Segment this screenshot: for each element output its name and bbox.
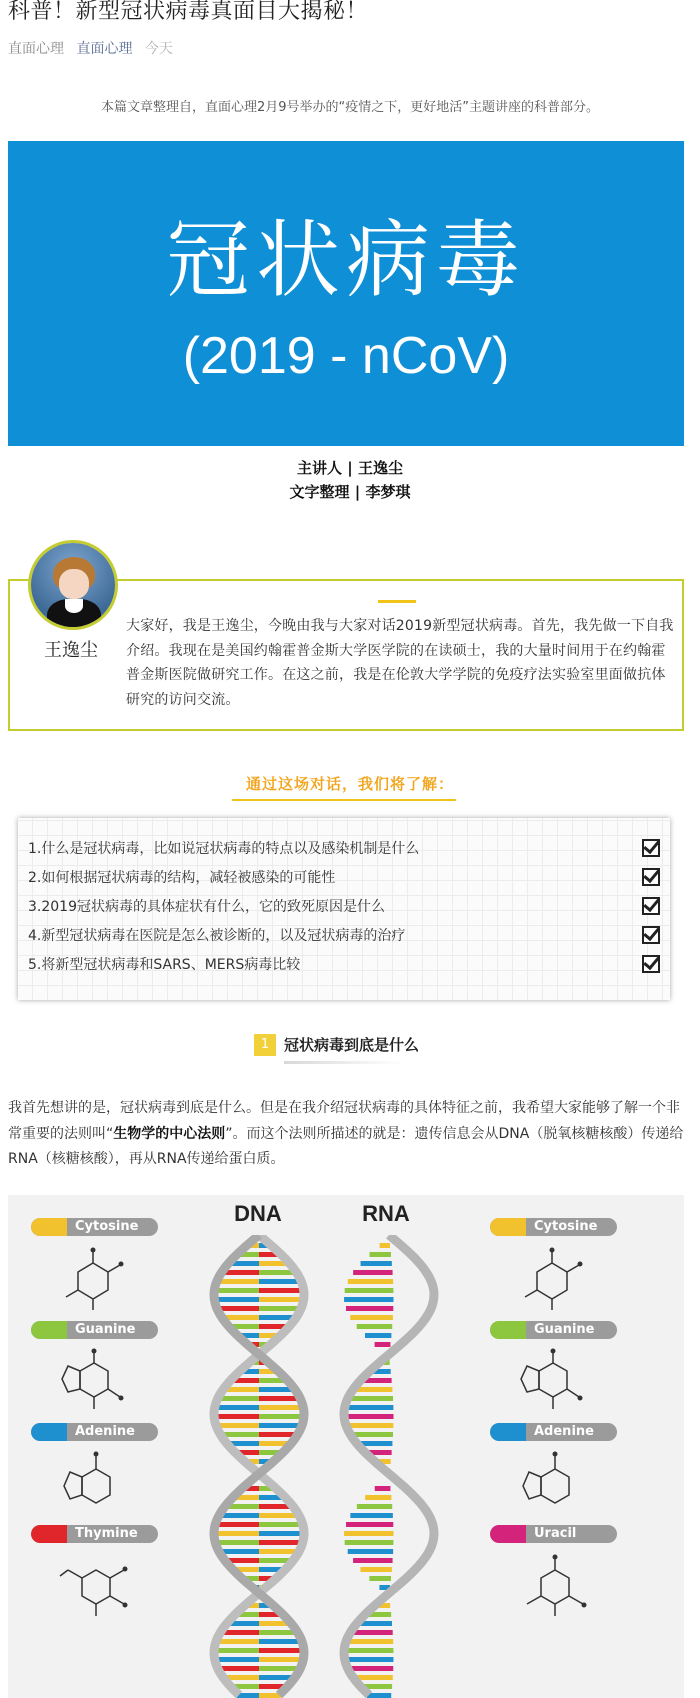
para-text-after: ”。而这个法则所描述的就是：遗传信息会从DNA（脱氧核糖核酸）传递给RNA（核糖核酸），再从RNA传递给蛋白质。 <box>8 1125 684 1167</box>
dna-label: DNA <box>234 1201 282 1226</box>
base-pair-segment <box>349 1396 393 1401</box>
dna-helix <box>204 1235 314 1698</box>
para-text-before: 我首先想讲的是，冠状病毒到底是什么。但是在我介绍冠状病毒的具体特征之前，我希望大家能够了解一个非常重要的法则叫“ <box>8 1100 680 1142</box>
checklist-item <box>28 925 660 947</box>
base-pair-segment <box>220 1513 259 1518</box>
intro-text: 本篇文章整理自，直面心理2月9号举办的“疫情之下，更好地活”主题讲座的科普部分。 <box>100 100 599 115</box>
base-name: Guanine <box>534 1322 595 1337</box>
base-pair-segment <box>345 1540 394 1545</box>
base-pair-segment <box>215 1423 259 1428</box>
author-name: 直面心理 <box>8 41 64 57</box>
cytosine-molecule-icon <box>58 1245 128 1313</box>
base-pair-segment <box>350 1315 393 1320</box>
checklist-item-text: 3.2019冠状病毒的具体症状有什么，它的致死原因是什么 <box>28 899 385 915</box>
section-title: 冠状病毒到底是什么 <box>284 1036 420 1054</box>
base-pair-segment <box>369 1576 391 1581</box>
speaker-avatar <box>28 540 118 630</box>
para-bold-term: 生物学的中心法则 <box>113 1125 226 1142</box>
base-pill-right <box>490 1525 617 1543</box>
base-pair-segment <box>353 1558 393 1563</box>
base-pair-segment <box>344 1657 393 1662</box>
base-pair-segment <box>214 1657 259 1662</box>
checklist-item-text: 2.如何根据冠状病毒的结构，减轻被感染的可能性 <box>28 870 336 886</box>
base-pair-segment <box>355 1387 392 1392</box>
checklist-item <box>28 896 660 918</box>
base-pair-segment <box>214 1297 259 1302</box>
cytosine-molecule-icon <box>517 1245 587 1313</box>
base-pair-segment <box>344 1414 393 1419</box>
base-pair-segment <box>352 1630 393 1635</box>
publish-date: 今天 <box>144 41 173 57</box>
base-pill-left <box>31 1525 158 1543</box>
base-pair-segment <box>380 1243 390 1248</box>
checkbox-checked-icon <box>642 868 660 886</box>
base-pair-segment <box>353 1270 392 1275</box>
base-pair-segment <box>215 1540 259 1545</box>
base-name: Adenine <box>75 1424 135 1439</box>
base-pair-segment <box>360 1567 391 1572</box>
base-pair-segment <box>259 1279 300 1284</box>
base-pair-segment <box>259 1414 304 1419</box>
base-pair-segment <box>215 1288 259 1293</box>
base-pair-segment <box>214 1648 259 1653</box>
guanine-molecule-icon <box>54 1347 130 1415</box>
dna-rna-figure <box>8 1195 684 1698</box>
base-color-tab <box>490 1218 526 1236</box>
guanine-molecule-icon <box>513 1347 589 1415</box>
article-meta <box>8 38 181 58</box>
base-pair-segment <box>215 1405 259 1410</box>
banner-image <box>8 141 684 446</box>
adenine-molecule-icon <box>56 1449 128 1519</box>
banner-subtitle: (2019 - nCoV) <box>182 327 510 385</box>
base-pair-segment <box>216 1522 259 1527</box>
checklist-item <box>28 954 660 976</box>
base-pair-segment <box>346 1306 393 1311</box>
checkbox-checked-icon <box>642 839 660 857</box>
checklist-item-text: 5.将新型冠状病毒和SARS、MERS病毒比较 <box>28 957 301 973</box>
checklist-item-text: 1.什么是冠状病毒，比如说冠状病毒的特点以及感染机制是什么 <box>28 841 420 857</box>
checklist-item <box>28 838 660 860</box>
base-pair-segment <box>345 1288 394 1293</box>
topics-checklist <box>18 818 670 1000</box>
section-underline <box>284 1061 404 1064</box>
base-pair-segment <box>259 1423 303 1428</box>
base-pair-segment <box>259 1297 304 1302</box>
account-link[interactable]: 直面心理 <box>76 41 133 57</box>
base-pair-segment <box>357 1504 392 1509</box>
base-pair-segment <box>223 1270 259 1275</box>
section-number: 1 <box>254 1034 276 1056</box>
base-pair-segment <box>222 1630 259 1635</box>
base-pill-right <box>490 1321 617 1339</box>
base-pair-segment <box>219 1396 259 1401</box>
base-color-tab <box>31 1218 67 1236</box>
credits <box>0 456 700 504</box>
base-pair-segment <box>345 1423 393 1428</box>
base-color-tab <box>490 1525 526 1543</box>
base-name: Thymine <box>75 1526 138 1541</box>
checkbox-checked-icon <box>642 926 660 944</box>
base-pair-segment <box>345 1405 393 1410</box>
body-paragraph <box>8 1096 684 1173</box>
base-pair-segment <box>214 1531 259 1536</box>
base-pair-segment <box>346 1522 393 1527</box>
base-pair-segment <box>259 1657 304 1662</box>
base-pair-segment <box>375 1486 391 1491</box>
checkbox-checked-icon <box>642 897 660 915</box>
base-color-tab <box>490 1321 526 1339</box>
base-name: Uracil <box>534 1526 577 1541</box>
base-pair-segment <box>259 1531 304 1536</box>
base-pair-segment <box>259 1630 296 1635</box>
base-pair-segment <box>259 1396 299 1401</box>
base-color-tab <box>31 1525 67 1543</box>
base-pair-segment <box>350 1513 393 1518</box>
base-pair-segment <box>344 1531 393 1536</box>
base-pair-segment <box>217 1639 259 1644</box>
base-pill-left <box>31 1218 158 1236</box>
base-pair-segment <box>344 1648 393 1653</box>
base-color-tab <box>31 1321 67 1339</box>
learn-heading: 通过这场对话，我们将了解： <box>245 775 454 793</box>
base-name: Guanine <box>75 1322 136 1337</box>
base-pair-segment <box>259 1522 302 1527</box>
base-pair-segment <box>259 1270 295 1275</box>
base-pair-segment <box>357 1324 392 1329</box>
base-color-tab <box>31 1423 67 1441</box>
base-pair-segment <box>259 1405 303 1410</box>
checkbox-checked-icon <box>642 955 660 973</box>
base-name: Cytosine <box>75 1219 139 1234</box>
editor-credit: 文字整理 | 李梦琪 <box>289 483 411 501</box>
divider-dash <box>378 600 416 603</box>
speaker-credit: 主讲人 | 王逸尘 <box>297 459 403 477</box>
base-pair-segment <box>348 1279 393 1284</box>
base-pair-segment <box>344 1297 393 1302</box>
base-pair-segment <box>365 1495 391 1500</box>
rna-label: RNA <box>362 1201 410 1226</box>
thymine-molecule-icon <box>56 1550 134 1622</box>
base-pair-segment <box>259 1540 303 1545</box>
base-name: Cytosine <box>534 1219 598 1234</box>
base-pair-segment <box>347 1639 393 1644</box>
base-pair-segment <box>218 1279 259 1284</box>
base-pair-segment <box>375 1342 391 1347</box>
base-pair-segment <box>370 1252 391 1257</box>
base-pair-segment <box>348 1549 393 1554</box>
base-pair-segment <box>365 1333 391 1338</box>
article-title: 科普！新型冠状病毒真面目大揭秘！ <box>8 0 369 24</box>
learn-underline <box>232 799 456 801</box>
uracil-molecule-icon <box>515 1550 593 1622</box>
adenine-molecule-icon <box>515 1449 587 1519</box>
base-color-tab <box>490 1423 526 1441</box>
speaker-name: 王逸尘 <box>44 640 98 661</box>
base-pill-right <box>490 1218 617 1236</box>
banner-title: 冠状病毒 <box>165 211 526 309</box>
base-pair-segment <box>259 1639 301 1644</box>
base-pair-segment <box>367 1693 391 1698</box>
base-pair-segment <box>361 1261 392 1266</box>
base-pair-segment <box>214 1414 259 1419</box>
base-pill-left <box>31 1321 158 1339</box>
base-name: Adenine <box>534 1424 594 1439</box>
base-pair-segment <box>259 1648 304 1653</box>
base-pair-segment <box>259 1288 303 1293</box>
checklist-item <box>28 867 660 889</box>
speaker-bio: 大家好，我是王逸尘，今晚由我与大家对话2019新型冠状病毒。首先，我先做一下自我介绍。我现在是美国约翰霍普金斯大学医学院的在读硕士，我的大量时间用于在约翰霍普金斯医院做研究工作。在这之前，我是在伦敦大学学院的免疫疗法实验室里面做抗体研究的访问交流。 <box>126 618 674 708</box>
checklist-item-text: 4.新型冠状病毒在医院是怎么被诊断的，以及冠状病毒的治疗 <box>28 928 406 944</box>
base-pair-segment <box>259 1513 298 1518</box>
base-pill-right <box>490 1423 617 1441</box>
rna-helix <box>334 1235 444 1698</box>
base-pill-left <box>31 1423 158 1441</box>
